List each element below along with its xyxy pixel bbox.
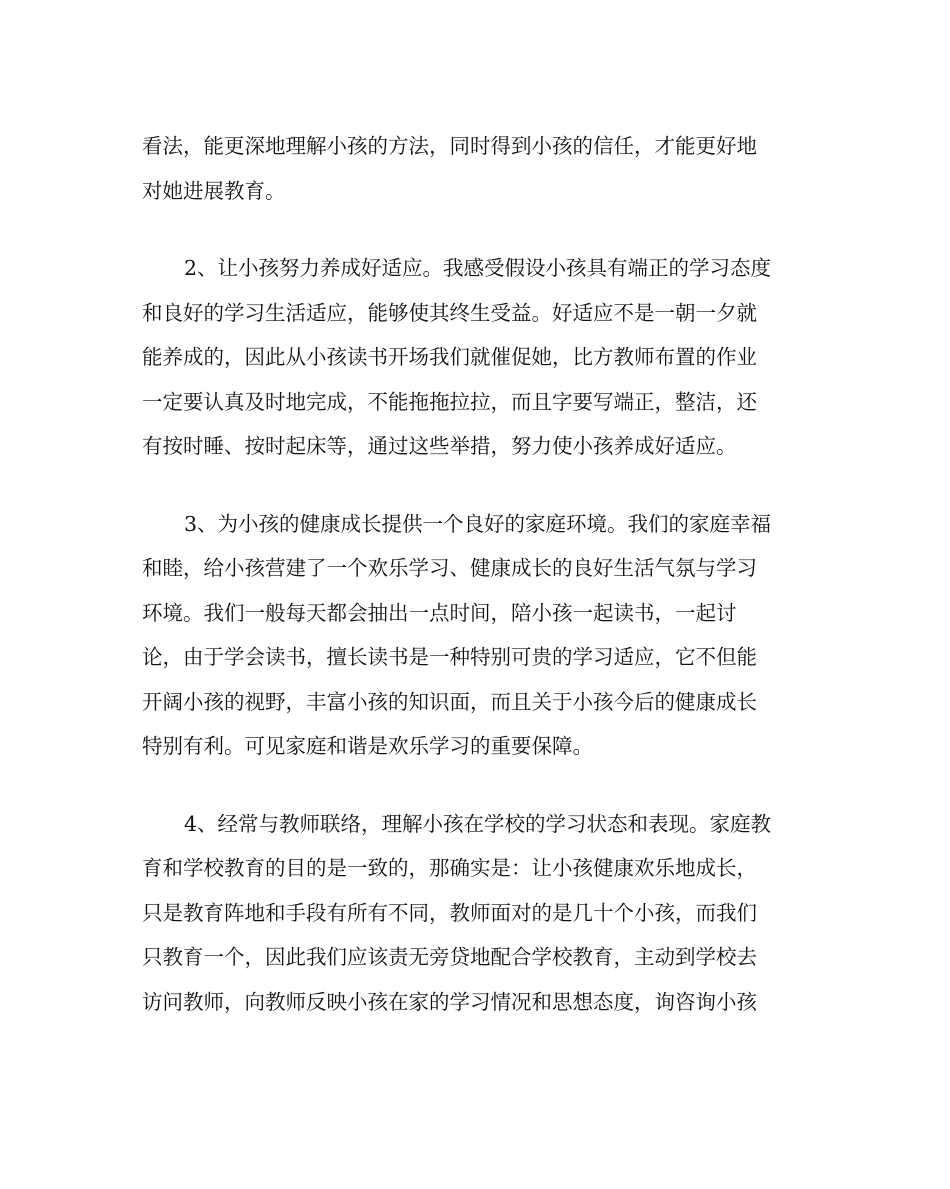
text-line: 对她进展教育。	[142, 178, 286, 203]
text-line: 环境。我们一般每天都会抽出一点时间，陪小孩一起读书，一起讨	[142, 600, 737, 625]
text-line: 论，由于学会读书，擅长读书是一种特别可贵的学习适应，它不但能	[142, 645, 757, 669]
text-line: 能养成的，因此从小孩读书开场我们就催促她，比方教师布置的作业	[142, 345, 757, 369]
paragraph-3	[142, 502, 808, 769]
text-line: 3、为小孩的健康成长提供一个良好的家庭环境。我们的家庭幸福	[184, 511, 772, 536]
text-line: 一定要认真及时地完成，不能拖拖拉拉，而且字要写端正，整洁，还	[142, 389, 757, 414]
text-line: 特别有利。可见家庭和谐是欢乐学习的重要保障。	[142, 734, 593, 758]
text-line: 开阔小孩的视野，丰富小孩的知识面，而且关于小孩今后的健康成长	[142, 689, 757, 714]
paragraph-continued	[142, 124, 808, 213]
text-line: 只是教育阵地和手段有所有不同，教师面对的是几十个小孩，而我们	[142, 900, 757, 925]
paragraph-4	[142, 802, 808, 1025]
text-line: 2、让小孩努力养成好适应。我感受假设小孩具有端正的学习态度	[184, 256, 772, 280]
document-body	[142, 124, 808, 1057]
text-line: 4、经常与教师联络，理解小孩在学校的学习状态和表现。家庭教	[184, 811, 772, 836]
text-line: 看法，能更深地理解小孩的方法，同时得到小孩的信任，才能更好地	[142, 134, 757, 158]
paragraph-2	[142, 246, 808, 469]
text-line: 和良好的学习生活适应，能够使其终生受益。好适应不是一朝一夕就	[142, 300, 757, 325]
text-line: 和睦，给小孩营建了一个欢乐学习、健康成长的良好生活气氛与学习	[142, 556, 757, 580]
text-line: 育和学校教育的目的是一致的，那确实是：让小孩健康欢乐地成长，	[142, 856, 757, 880]
text-line: 有按时睡、按时起床等，通过这些举措，努力使小孩养成好适应。	[142, 434, 737, 458]
text-line: 只教育一个，因此我们应该责无旁贷地配合学校教育，主动到学校去	[142, 945, 757, 969]
text-line: 访问教师，向教师反映小孩在家的学习情况和思想态度，询咨询小孩	[142, 989, 757, 1014]
